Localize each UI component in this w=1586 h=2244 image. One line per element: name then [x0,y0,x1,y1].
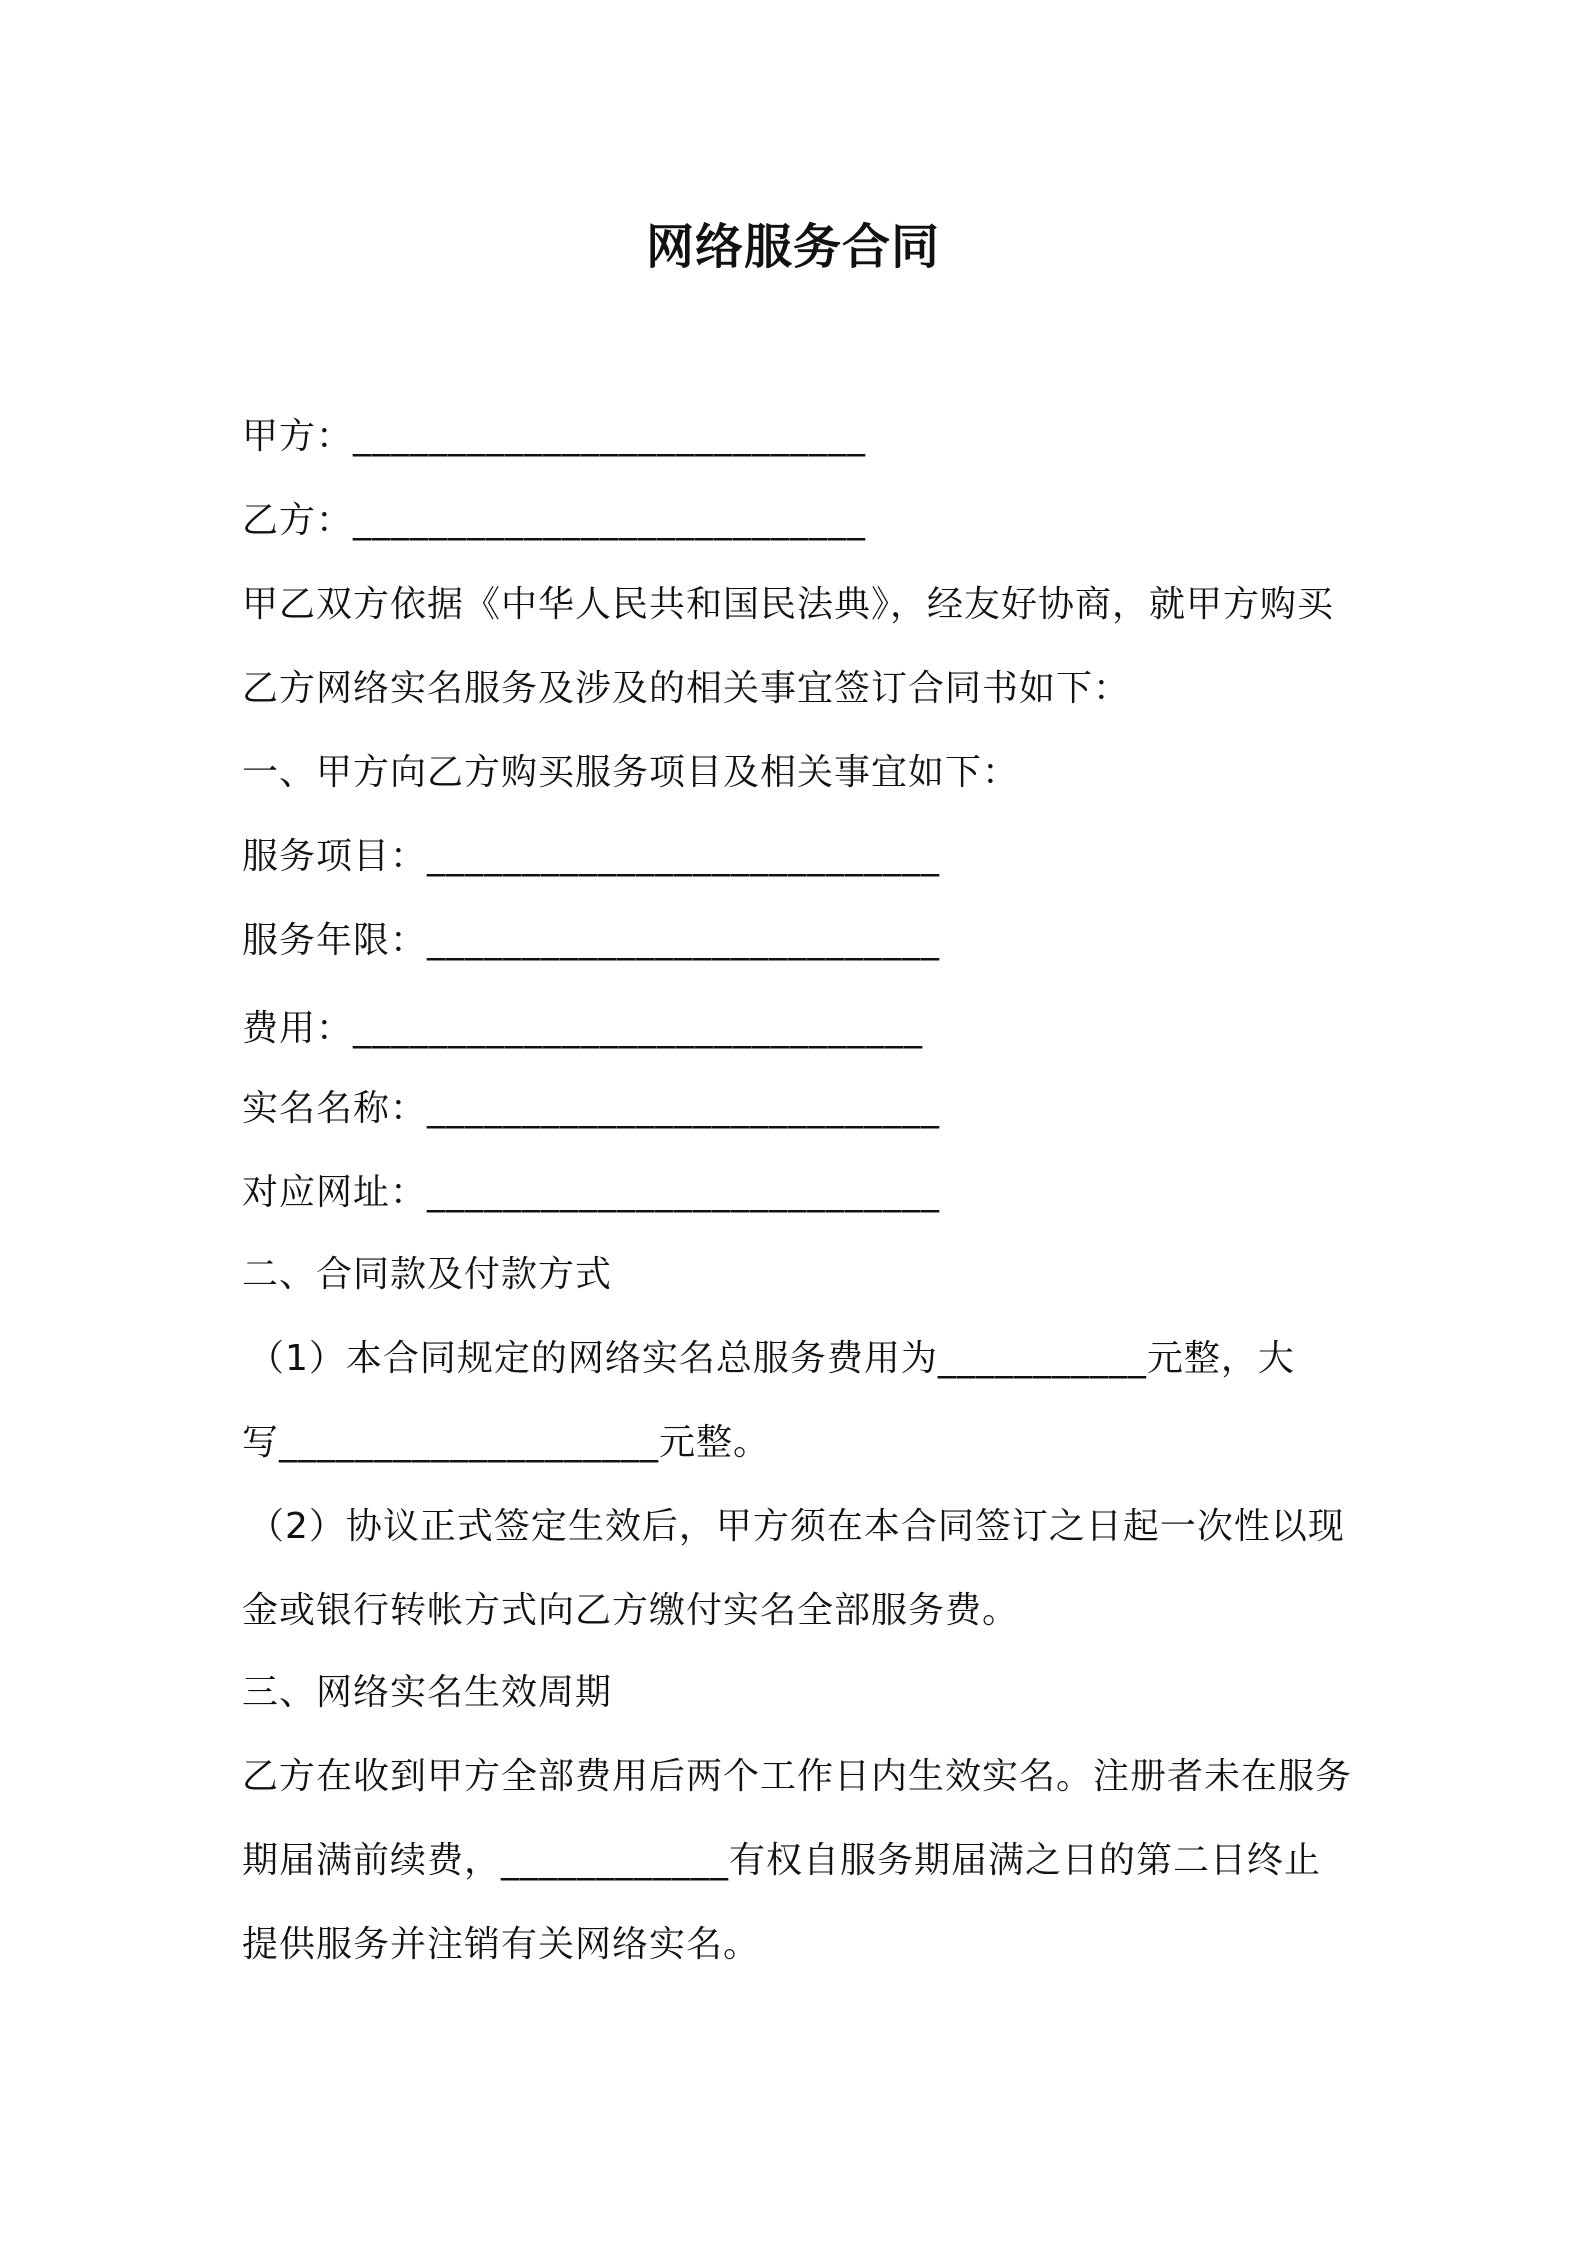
section-three-heading: 三、网络实名生效周期 [242,1672,613,1713]
party-b-field: 乙方：___________________________ [242,500,867,541]
section-three-line-1: 乙方在收到甲方全部费用后两个工作日内生效实名。注册者未在服务 [242,1756,1353,1797]
section-three-line-2: 期届满前续费，____________有权自服务期届满之日的第二日终止 [242,1840,1322,1881]
section-two-heading: 二、合同款及付款方式 [242,1254,613,1295]
realname-field: 实名名称：___________________________ [242,1088,941,1129]
url-field: 对应网址：___________________________ [242,1172,941,1213]
document-title: 网络服务合同 [645,219,940,275]
clause-1-line-2: 写____________________元整。 [242,1422,771,1463]
section-three-line-3: 提供服务并注销有关网络实名。 [242,1924,761,1965]
clause-2-line-2: 金或银行转帐方式向乙方缴付实名全部服务费。 [242,1590,1020,1631]
clause-2-line-1: （2）协议正式签定生效后，甲方须在本合同签订之日起一次性以现 [248,1506,1345,1547]
preamble-line-2: 乙方网络实名服务及涉及的相关事宜签订合同书如下： [242,668,1131,709]
service-item-field: 服务项目：___________________________ [242,836,941,877]
preamble-line-1: 甲乙双方依据《中华人民共和国民法典》，经友好协商，就甲方购买 [242,584,1335,625]
clause-1-line-1: （1）本合同规定的网络实名总服务费用为___________元整，大 [248,1338,1295,1379]
party-a-field: 甲方：___________________________ [242,416,867,457]
fee-field: 费用：______________________________ [242,1008,924,1049]
section-one-heading: 一、甲方向乙方购买服务项目及相关事宜如下： [242,752,1020,793]
service-term-field: 服务年限：___________________________ [242,920,941,961]
